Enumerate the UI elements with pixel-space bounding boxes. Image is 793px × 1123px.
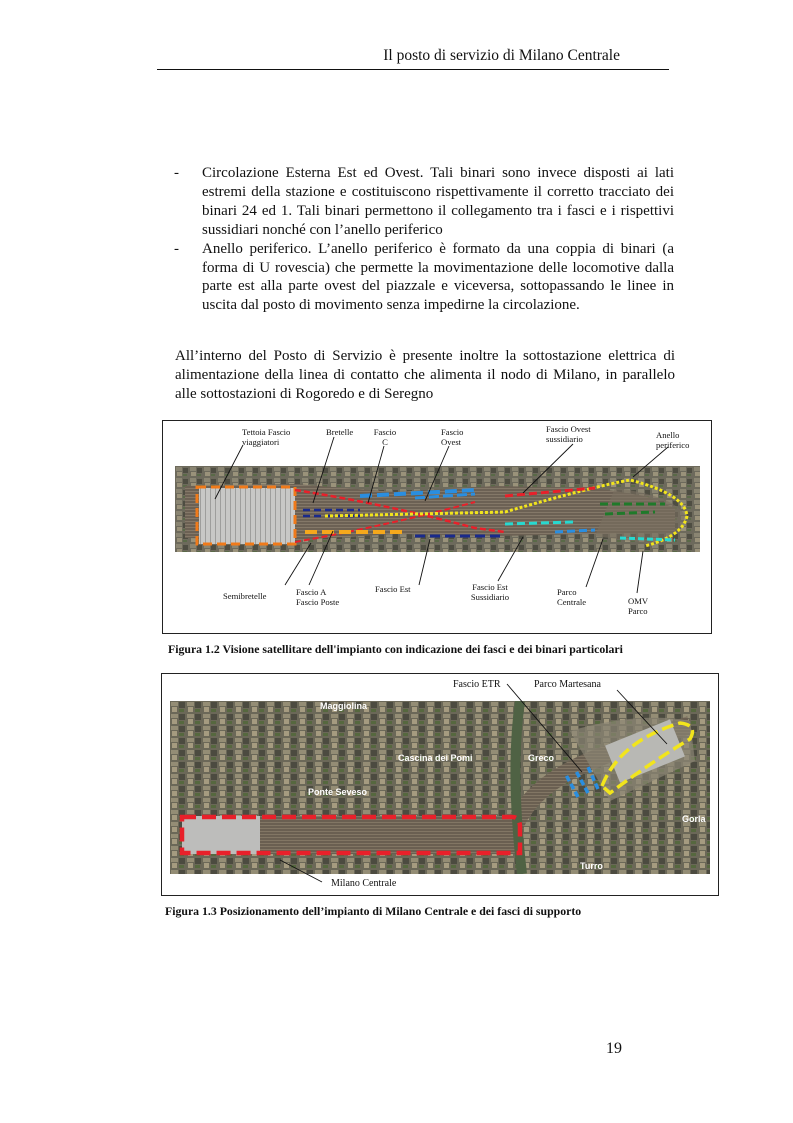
map-label-cascina: Cascina dei Pomi [398,753,473,763]
label-anello-periferico: Anello periferico [656,430,690,450]
header-rule [157,69,669,70]
map-label-greco: Greco [528,753,555,763]
label-omv-parco: OMV Parco [628,596,649,616]
label-parco-centrale: Parco Centrale [557,587,587,607]
label-semibretelle: Semibretelle [223,591,267,601]
label-bretelle: Bretelle [326,427,354,437]
map-label-gorla: Gorla [682,814,706,824]
bullet-text: Circolazione Esterna Est ed Ovest. Tali binari sono invece disposti ai lati estremi della stazione e costituiscono rispettivamente il corretto tracciato dei binari 24 ed 1. Tali binari permettono il collegamento tra i fasci e i rispettivi sussidiari nonché con l’anello periferico [202,165,674,238]
figure-satellite-view [162,420,712,634]
bullet-list [174,164,674,315]
body-paragraph: All’interno del Posto di Servizio è presente inoltre la sottostazione elettrica di alimentazione della linea di contatto che alimenta il nodo di Milano, in parallelo alle sottostazioni di Rogoredo e di Seregno [175,348,675,402]
bullet-dash: - [174,165,179,181]
label-fascio-etr: Fascio ETR [453,679,501,690]
label-fascio-est-sussidiario: Fascio Est Sussidiario [470,582,510,602]
label-parco-martesana: Parco Martesana [534,679,601,690]
map-label-ponte-seveso: Ponte Seveso [308,787,368,797]
label-fascio-c: Fascio C [373,427,397,447]
bullet-item [174,240,674,316]
label-milano-centrale: Milano Centrale [331,878,397,889]
bullet-dash: - [174,240,179,257]
bullet-text: Anello periferico. L’anello periferico è formato da una coppia di binari (a forma di U rovescia) che permette la movimentazione delle locomotive dalla parte est alla parte ovest del piazzale e viceversa, sottopassando le linee in uscita dal posto di movimento senza impedirne la circolazione. [202,240,674,314]
label-fascio-a: Fascio A Fascio Poste [296,587,340,607]
map-label-maggiolina: Maggiolina [320,701,367,711]
running-header: Il posto di servizio di Milano Centrale [383,47,620,64]
figure-caption: Figura 1.3 Posizionamento dell’impianto di Milano Centrale e dei fasci di supporto [165,904,582,918]
figure-map-position [161,673,719,896]
map-label-turro: Turro [580,861,603,871]
label-fascio-est: Fascio Est [375,584,411,594]
page-number: 19 [606,1040,622,1057]
label-fascio-ovest: Fascio Ovest [441,427,464,447]
label-fascio-ovest-sussidiario: Fascio Ovest sussidiario [546,424,591,444]
bullet-item [174,164,674,240]
label-tettoia: Tettoia Fascio viaggiatori [242,427,291,447]
figure3-pointers [162,674,718,895]
figure-caption: Figura 1.2 Visione satellitare dell'impianto con indicazione dei fasci e dei binari particolari [168,642,623,656]
